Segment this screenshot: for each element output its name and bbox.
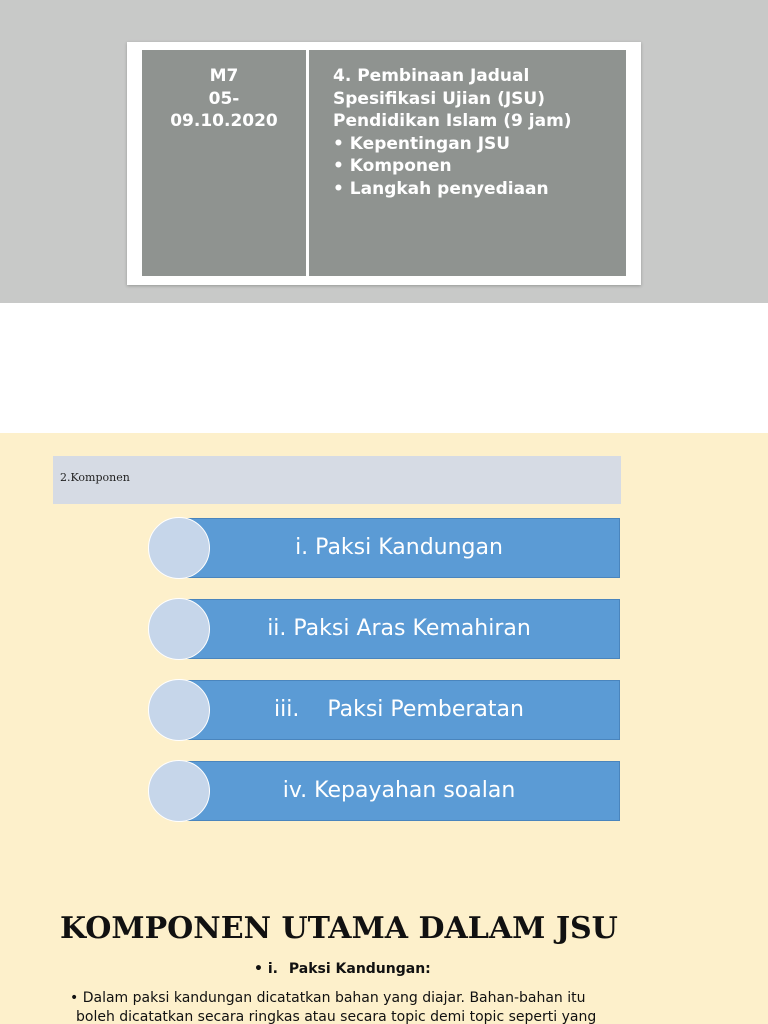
topic-title-line: 4. Pembinaan Jadual [333,66,530,86]
component-label-box [178,599,620,659]
section-label-bar [53,456,621,504]
sub-bullet-marker: • i. [254,961,278,977]
topic-title-line: Spesifikasi Ujian (JSU) [333,88,545,109]
date-start: 05- [208,88,240,109]
circle-bullet-icon [148,517,210,579]
week-code: M7 [209,66,239,86]
slide-heading: KOMPONEN UTAMA DALAM JSU [60,911,618,946]
sub-bullet-label: Paksi Kandungan: [288,961,431,977]
paragraph-line: boleh dicatatkan secara ringkas atau secara topic demi topic seperti yang [76,1009,597,1024]
slide-components [0,433,768,1024]
component-item [148,516,620,580]
circle-bullet-icon [148,760,210,822]
circle-bullet-icon [148,679,210,741]
component-label-box [178,680,620,740]
schedule-card [127,42,641,285]
topic-title-line: Pendidikan Islam (9 jam) [333,111,572,131]
date-end: 09.10.2020 [170,111,278,131]
paragraph-line: • Dalam paksi kandungan dicatatkan bahan yang diajar. Bahan-bahan itu [70,990,586,1006]
component-item [148,759,620,823]
component-label: i. Paksi Kandungan [295,535,503,560]
component-label: iv. Kepayahan soalan [282,778,516,803]
week-date-cell [142,50,306,276]
component-label-box [178,761,620,821]
sub-bullet [254,961,431,977]
component-label: ii. Paksi Aras Kemahiran [267,616,531,641]
section-label: 2.Komponen [60,471,130,484]
topic-bullet: • Kepentingan JSU [333,133,511,154]
component-item [148,678,620,742]
topic-cell [309,50,626,276]
topic-bullet: • Komponen [333,156,452,176]
topic-bullet: • Langkah penyediaan [333,178,549,199]
slide-schedule [0,0,768,303]
circle-bullet-icon [148,598,210,660]
component-item [148,597,620,661]
component-label-box [178,518,620,578]
component-label: iii. Paksi Pemberatan [274,697,524,722]
body-paragraph [70,989,650,1024]
